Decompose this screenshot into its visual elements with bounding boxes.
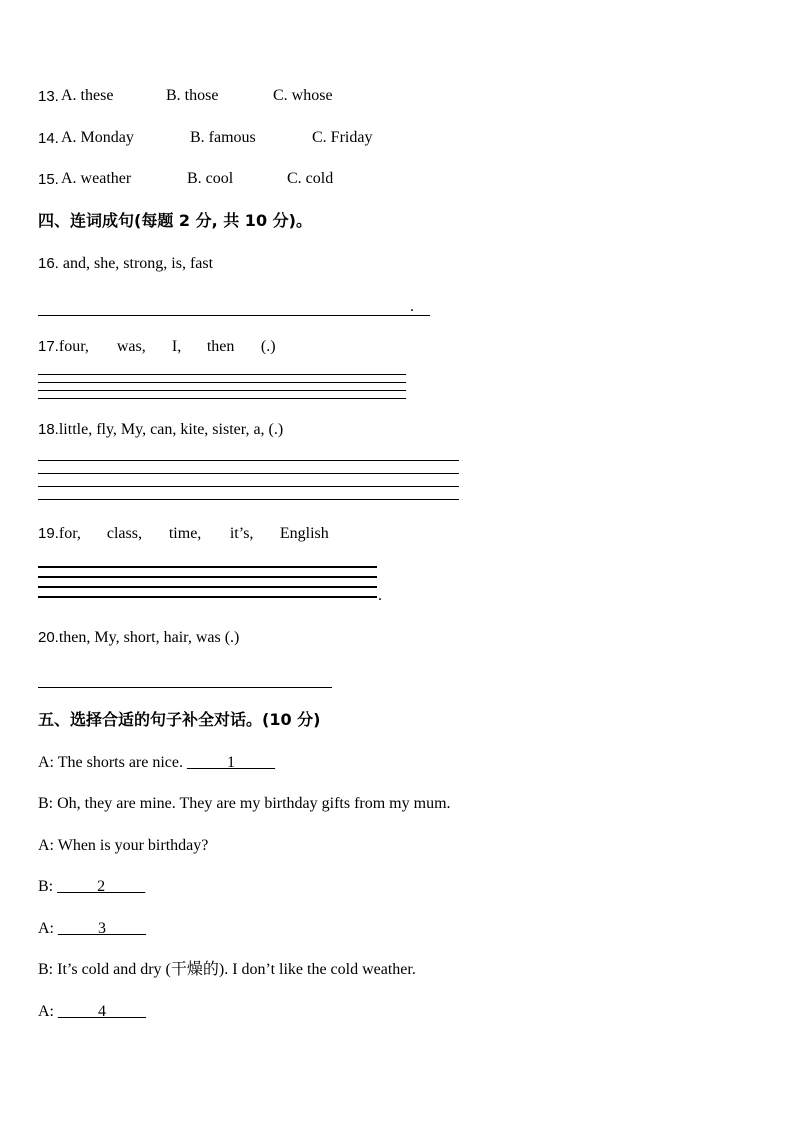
question-19 [38,524,329,544]
option-c: C. whose [273,87,333,104]
dialogue-text: When is your birthday? [57,837,209,854]
option-b: B. famous [190,129,256,146]
speaker: A: [38,1003,58,1020]
word: for, [58,525,81,542]
answer-blank: _____1_____ [187,754,275,771]
question-17 [38,337,276,357]
option-c: C. cold [287,170,334,187]
speaker: B: [38,795,58,812]
dialogue-line [38,1002,146,1022]
word: four, [58,338,89,355]
section-5-heading: 五、选择合适的句子补全对话。(10 分) [38,710,321,729]
period-mark: . [410,298,414,315]
dialogue-line [38,919,146,939]
option-b: B. cool [187,170,234,187]
question-16 [38,254,213,274]
answer-line [38,596,377,598]
period-mark: . [378,587,382,604]
dialogue-line [38,960,416,980]
dialogue-line [38,836,208,856]
answer-line [38,398,406,399]
scrambled-words: then, My, short, hair, was (.) [58,629,240,646]
answer-line [38,566,377,568]
answer-line [38,390,406,391]
answer-line [38,486,459,487]
answer-blank: _____4_____ [58,1003,146,1020]
answer-line [38,473,459,474]
speaker: B: [38,878,58,895]
dialogue-text: It’s cold and dry (干燥的). I don’t like the cold weather. [57,961,416,978]
word: it’s, [229,525,254,542]
question-number: 19. [38,525,59,542]
question-number: 18. [38,421,59,438]
answer-line [38,460,459,461]
word: time, [168,525,202,542]
answer-line [38,687,332,688]
scrambled-words: little, fly, My, can, kite, sister, a, (.) [58,421,284,438]
speaker: A: [38,754,58,771]
option-a: A. weather [61,170,132,187]
word: I, [171,338,182,355]
word: (.) [260,338,276,355]
word: English [279,525,329,542]
question-number: 15. [38,171,59,188]
word: class, [106,525,142,542]
answer-line [38,499,459,500]
option-c: C. Friday [312,129,373,146]
question-number: 17. [38,338,59,355]
question-number: 13. [38,88,59,105]
answer-blank: _____3_____ [58,920,146,937]
dialogue-text: Oh, they are mine. They are my birthday gifts from my mum. [57,795,451,812]
answer-line [38,315,430,316]
question-20 [38,628,239,648]
word: was, [116,338,146,355]
dialogue-line [38,877,145,897]
question-number: 20. [38,629,59,646]
dialogue-line [38,753,275,773]
answer-line [38,576,377,578]
scrambled-words: and, she, strong, is, fast [58,255,214,272]
word: then [206,338,235,355]
option-b: B. those [166,87,219,104]
dialogue-text: The shorts are nice. [57,754,187,771]
question-number: 14. [38,130,59,147]
speaker: A: [38,837,58,854]
question-number: 16. [38,255,59,272]
answer-line [38,374,406,375]
answer-blank: _____2_____ [57,878,146,895]
option-a: A. Monday [61,129,134,146]
speaker: A: [38,920,58,937]
speaker: B: [38,961,58,978]
answer-line [38,586,377,588]
answer-line [38,382,406,383]
option-a: A. these [61,87,114,104]
section-4-heading: 四、连词成句(每题 2 分, 共 10 分)。 [38,211,312,230]
dialogue-line [38,794,451,814]
question-18 [38,420,283,440]
